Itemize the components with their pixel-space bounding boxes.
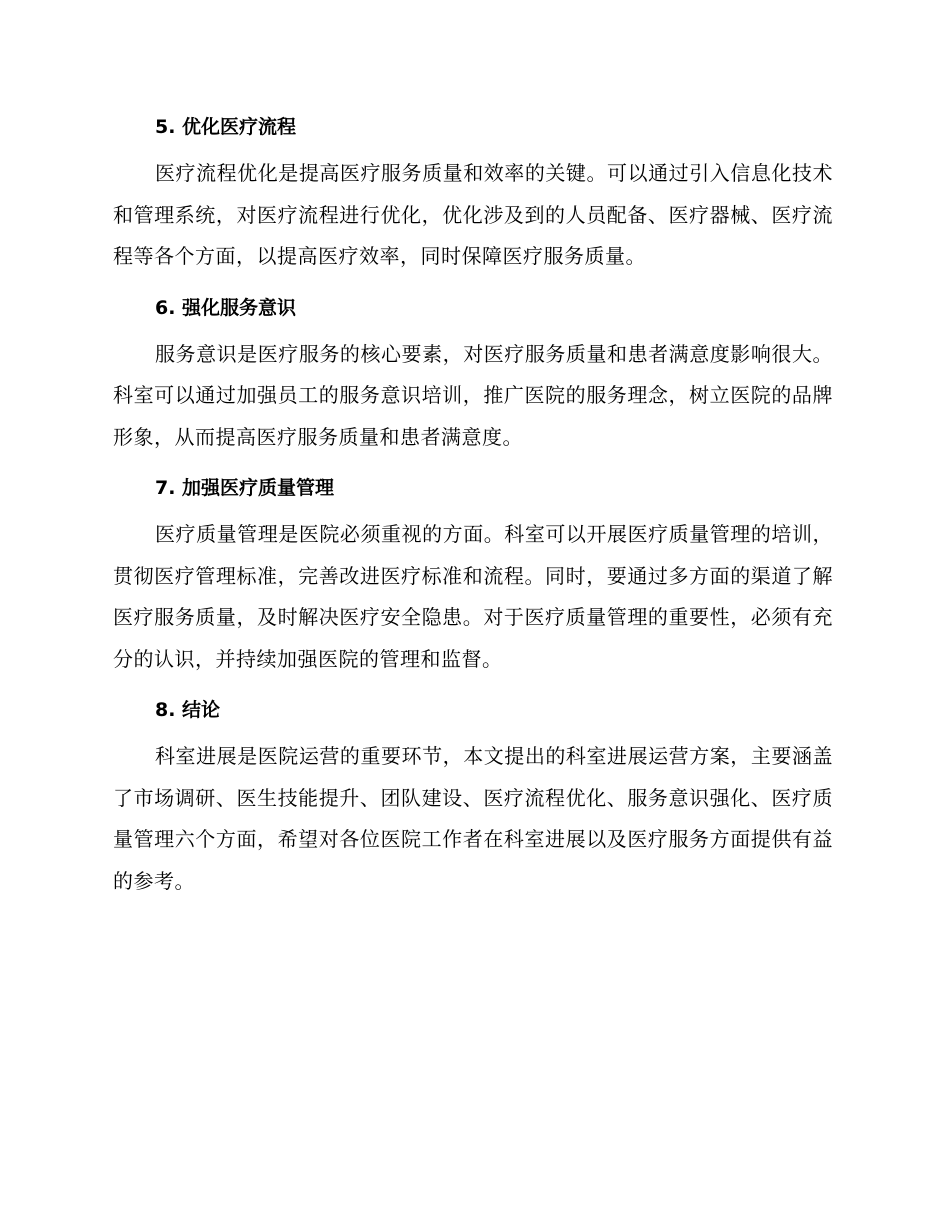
section-optimize-medical-process [113, 112, 833, 293]
section-heading: 8. 结论 [155, 699, 221, 721]
section-conclusion [113, 695, 833, 902]
section-heading: 5. 优化医疗流程 [155, 116, 297, 138]
section-heading: 6. 强化服务意识 [155, 296, 297, 319]
section-paragraph: 医疗流程优化是提高医疗服务质量和效率的关键。可以通过引入信息化技术和管理系统，对医疗流程进行优化，优化涉及到的人员配备、医疗器械、医疗流程等各个方面，以提高医疗效率，同时保障医疗服务质量。 [113, 161, 833, 268]
section-strengthen-service-awareness [113, 293, 833, 474]
section-paragraph: 医疗质量管理是医院必须重视的方面。科室可以开展医疗质量管理的培训，贯彻医疗管理标准，完善改进医疗标准和流程。同时，要通过多方面的渠道了解医疗服务质量，及时解决医疗安全隐患。对于医疗质量管理的重要性，必须有充分的认识，并持续加强医院的管理和监督。 [113, 522, 833, 671]
section-quality-management [113, 473, 833, 695]
document-content [113, 112, 833, 902]
section-paragraph: 服务意识是医疗服务的核心要素，对医疗服务质量和患者满意度影响很大。科室可以通过加强员工的服务意识培训，推广医院的服务理念，树立医院的品牌形象，从而提高医疗服务质量和患者满意度。 [113, 341, 833, 449]
section-paragraph: 科室进展是医院运营的重要环节，本文提出的科室进展运营方案，主要涵盖了市场调研、医生技能提升、团队建设、医疗流程优化、服务意识强化、医疗质量管理六个方面，希望对各位医院工作者在科室进展以及医疗服务方面提供有益的参考。 [113, 744, 833, 893]
section-heading: 7. 加强医疗质量管理 [155, 477, 335, 499]
